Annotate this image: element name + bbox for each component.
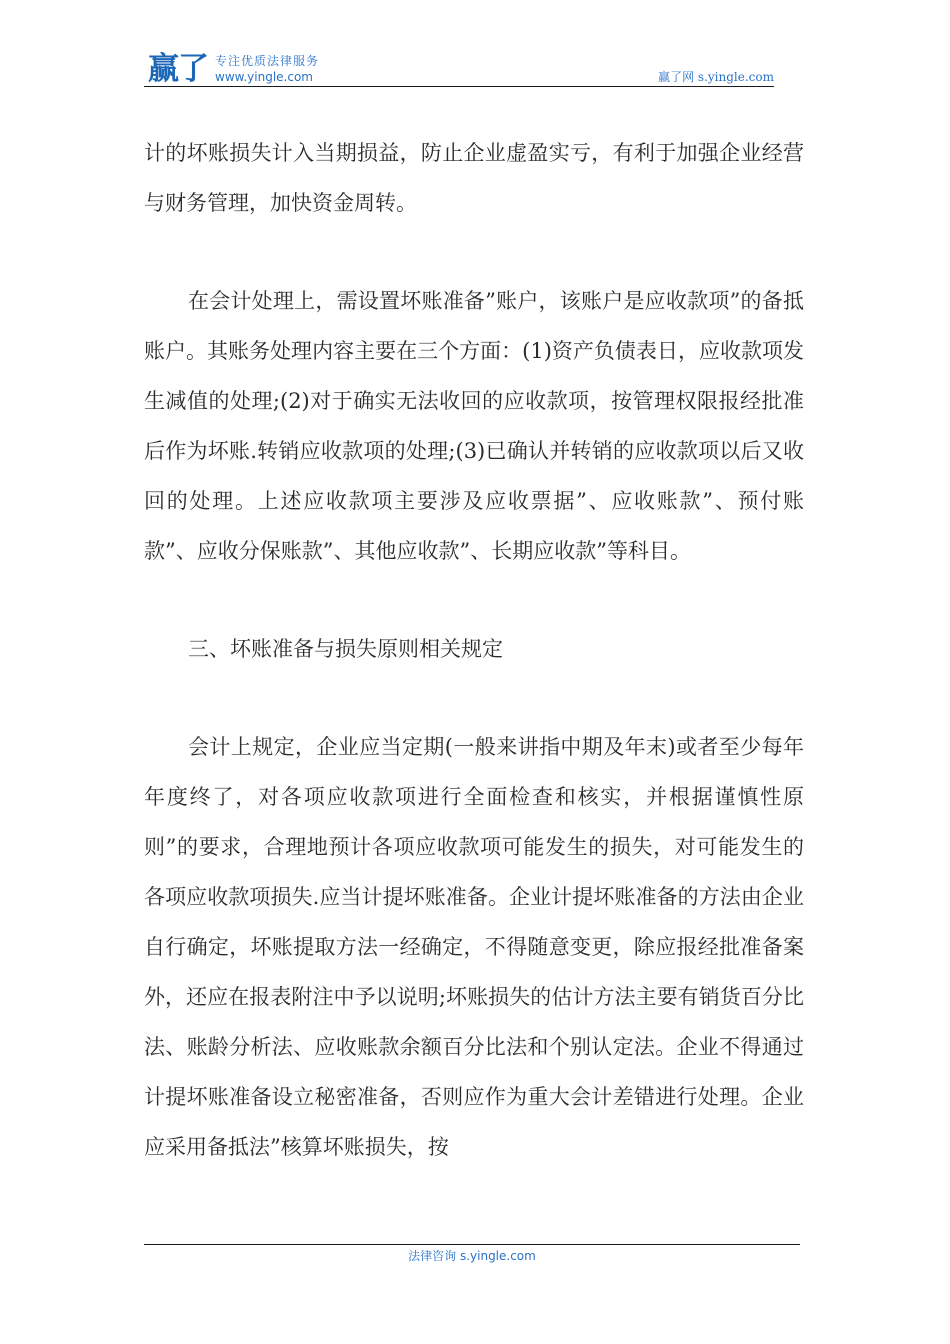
header-site-link[interactable]: 赢了网 s.yingle.com xyxy=(658,70,774,84)
document-body xyxy=(144,128,804,1220)
logo: 赢了 xyxy=(148,51,208,87)
footer-link[interactable]: 法律咨询 s.yingle.com xyxy=(408,1249,536,1263)
page-footer xyxy=(0,1249,944,1263)
logo-slogan: 专注优质法律服务 xyxy=(215,54,320,68)
footer-divider xyxy=(144,1244,800,1245)
page-header xyxy=(144,50,774,90)
header-divider xyxy=(144,86,774,87)
paragraph: 会计上规定，企业应当定期(一般来讲指中期及年末)或者至少每年年度终了，对各项应收款项进行全面检查和核实，并根据谨慎性原则”的要求，合理地预计各项应收款项可能发生的损失，对可能发生的各项应收款项损失.应当计提坏账准备。企业计提坏账准备的方法由企业自行确定，坏账提取方法一经确定，不得随意变更，除应报经批准备案外，还应在报表附注中予以说明;坏账损失的估计方法主要有销货百分比法、账龄分析法、应收账款余额百分比法和个别认定法。企业不得通过计提坏账准备设立秘密准备，否则应作为重大会计差错进行处理。企业应采用备抵法”核算坏账损失，按 xyxy=(144,735,804,1159)
paragraph: 在会计处理上，需设置坏账准备”账户，该账户是应收款项”的备抵账户。其账务处理内容主要在三个方面：(1)资产负债表日，应收款项发生减值的处理;(2)对于确实无法收回的应收款项，按管理权限报经批准后作为坏账.转销应收款项的处理;(3)已确认并转销的应收款项以后又收回的处理。上述应收款项主要涉及应收票据”、应收账款”、预付账款”、应收分保账款”、其他应收款”、长期应收款”等科目。 xyxy=(144,289,804,563)
section-heading: 三、坏账准备与损失原则相关规定 xyxy=(188,637,503,661)
paragraph: 计的坏账损失计入当期损益，防止企业虚盈实亏，有利于加强企业经营与财务管理，加快资金周转。 xyxy=(144,141,804,215)
logo-url[interactable]: www.yingle.com xyxy=(215,70,313,84)
